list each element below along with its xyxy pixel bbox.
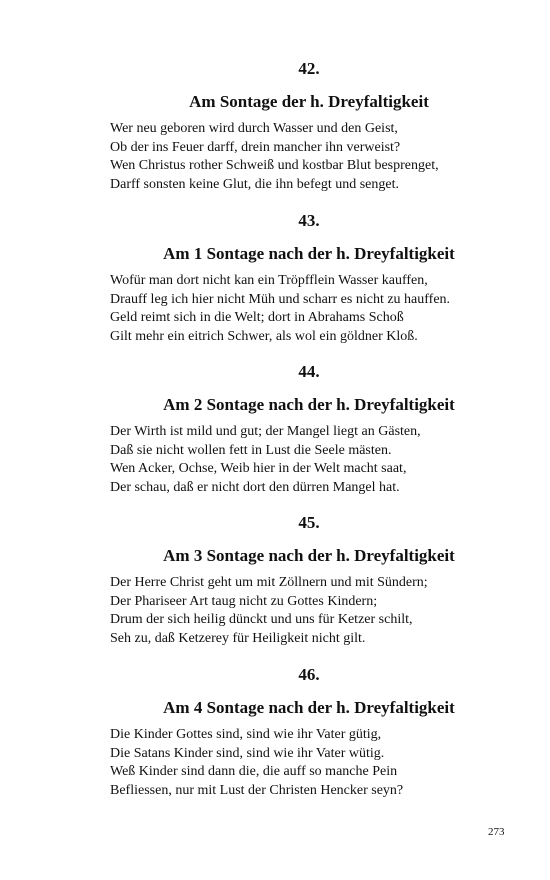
verse-line: Geld reimt sich in die Welt; dort in Abrahams Schoß [110,310,404,325]
section-heading: Am 4 Sontage nach der h. Dreyfaltigkeit [163,698,455,717]
verse-line: Wofür man dort nicht kan ein Tröpfflein Wasser kauffen, [110,273,428,288]
verse-line: Befliessen, nur mit Lust der Christen Hencker seyn? [110,782,404,798]
verse-line: Weß Kinder sind dann die, die auff so manche Pein [110,764,398,779]
verse-line: Daß sie nicht wollen fett in Lust die Seele mästen. [110,442,392,458]
verse-line: Der Phariseer Art taug nicht zu Gottes Kindern; [110,593,378,609]
verse-line: Der Herre Christ geht um mit Zöllnern und mit Sündern; [110,575,428,590]
verse-line: Darff sonsten keine Glut, die ihn befegt und senget. [110,176,400,192]
section-number: 42. [298,59,320,78]
verse-line: Der schau, daß er nicht dort den dürren Mangel hat. [110,479,400,495]
section-heading: Am 1 Sontage nach der h. Dreyfaltigkeit [163,244,455,263]
verse-block [110,574,428,648]
verse-line: Ob der ins Feuer darff, drein mancher ihn verweist? [110,139,401,155]
verse-block [110,272,450,346]
section-heading: Am Sontage der h. Dreyfaltigkeit [189,92,429,111]
verse-line: Die Satans Kinder sind, sind wie ihr Vater wütig. [110,745,385,761]
verse-line: Seh zu, daß Ketzerey für Heiligkeit nicht gilt. [110,630,366,646]
verse-line: Drum der sich heilig dünckt und uns für Ketzer schilt, [110,612,413,627]
section-heading: Am 3 Sontage nach der h. Dreyfaltigkeit [163,546,455,565]
section-number: 46. [298,665,320,684]
verse-line: Der Wirth ist mild und gut; der Mangel liegt an Gästen, [110,424,421,439]
verse-line: Wen Acker, Ochse, Weib hier in der Welt macht saat, [110,461,407,476]
verse-line: Die Kinder Gottes sind, sind wie ihr Vater gütig, [110,727,382,742]
section-number: 44. [298,362,320,381]
section-number: 45. [298,513,320,532]
page-number: 273 [488,826,505,838]
verse-block [110,423,421,497]
section-heading: Am 2 Sontage nach der h. Dreyfaltigkeit [163,395,455,414]
verse-line: Drauff leg ich hier nicht Müh und scharr es nicht zu hauffen. [110,291,451,307]
verse-block [110,726,403,800]
section-number: 43. [298,211,320,230]
verse-line: Wer neu geboren wird durch Wasser und den Geist, [110,121,398,136]
verse-line: Wen Christus rother Schweiß und kostbar Blut besprenget, [110,158,439,173]
verse-line: Gilt mehr ein eitrich Schwer, als wol ein göldner Kloß. [110,328,418,344]
verse-block [110,120,439,194]
